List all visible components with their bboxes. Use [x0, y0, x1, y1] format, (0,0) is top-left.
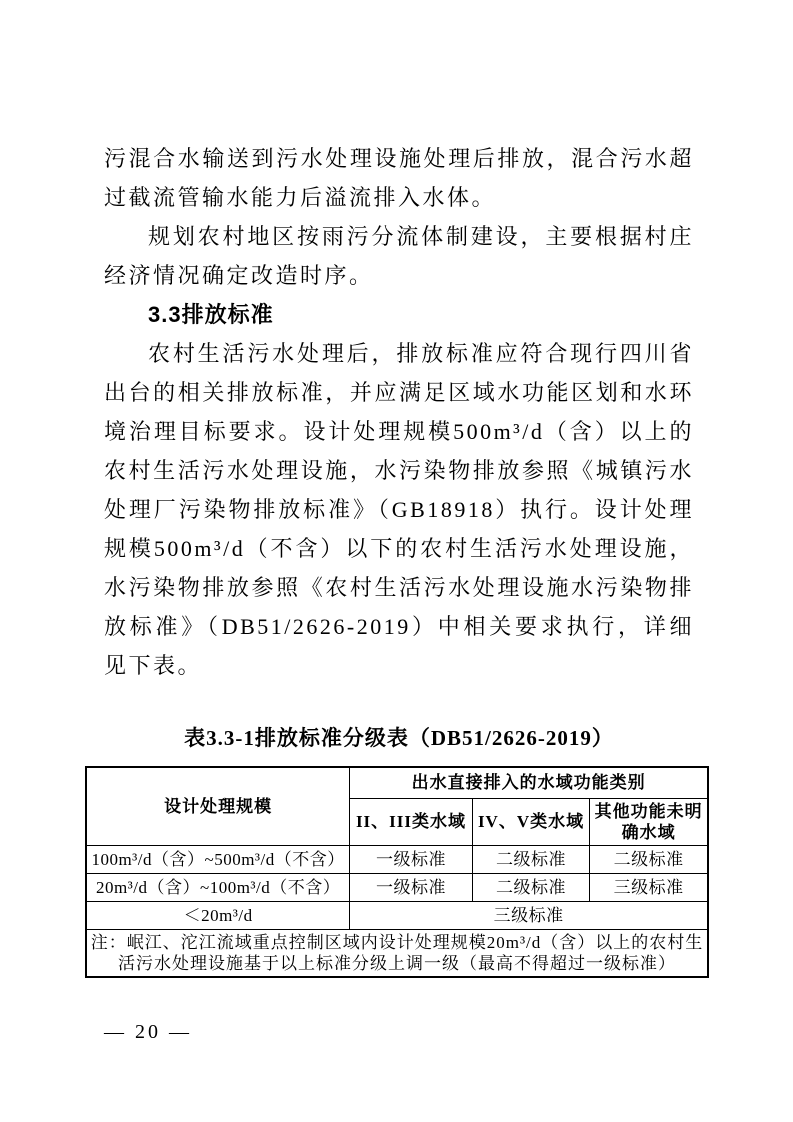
page-number: — 20 — — [104, 1021, 192, 1043]
table-row — [86, 845, 708, 873]
level-cell-merged: 三级标准 — [350, 901, 708, 929]
table-title: 表3.3-1排放标准分级表（DB51/2626-2019） — [184, 726, 614, 750]
scale-cell: 20m³/d（含）~100m³/d（不含） — [86, 873, 350, 901]
level-cell: 一级标准 — [350, 845, 473, 873]
body-paragraph: 规划农村地区按雨污分流体制建设，主要根据村庄经济情况确定改造时序。 — [104, 224, 694, 288]
scale-cell: ＜20m³/d — [86, 901, 350, 929]
level-cell: 三级标准 — [590, 873, 708, 901]
section-heading: 3.3排放标准 — [148, 302, 274, 327]
level-cell: 二级标准 — [472, 845, 590, 873]
level-cell: 二级标准 — [590, 845, 708, 873]
header-cell-water-function-group: 出水直接排入的水域功能类别 — [350, 767, 708, 798]
header-cell-water-class-2-3: II、III类水域 — [350, 798, 473, 845]
table-row — [86, 873, 708, 901]
table-note-row — [86, 929, 708, 977]
header-cell-scale: 设计处理规模 — [86, 767, 350, 845]
table-row — [86, 901, 708, 929]
level-cell: 二级标准 — [472, 873, 590, 901]
discharge-standards-table — [85, 766, 709, 978]
scale-cell: 100m³/d（含）~500m³/d（不含） — [86, 845, 350, 873]
body-paragraph: 农村生活污水处理后，排放标准应符合现行四川省出台的相关排放标准，并应满足区域水功能区划和水环境治理目标要求。设计处理规模500m³/d（含）以上的农村生活污水处理设施，水污染物排放参照《城镇污水处理厂污染物排放标准》（GB18918）执行。设计处理规模500m³/d（不含）以下的农村生活污水处理设施，水污染物排放参照《农村生活污水处理设施水污染物排放标准》（DB51/2626-2019）中相关要求执行，详细见下表。 — [104, 341, 694, 678]
header-cell-water-other: 其他功能未明确水域 — [590, 798, 708, 845]
body-paragraph: 污混合水输送到污水处理设施处理后排放，混合污水超过截流管输水能力后溢流排入水体。 — [104, 146, 694, 210]
table-header-row-group — [86, 767, 708, 798]
page-content — [90, 139, 704, 978]
level-cell: 一级标准 — [350, 873, 473, 901]
table-note: 注：岷江、沱江流域重点控制区域内设计处理规模20m³/d（含）以上的农村生活污水处理设施基于以上标准分级上调一级（最高不得超过一级标准） — [86, 929, 708, 977]
header-cell-water-class-4-5: IV、V类水域 — [472, 798, 590, 845]
